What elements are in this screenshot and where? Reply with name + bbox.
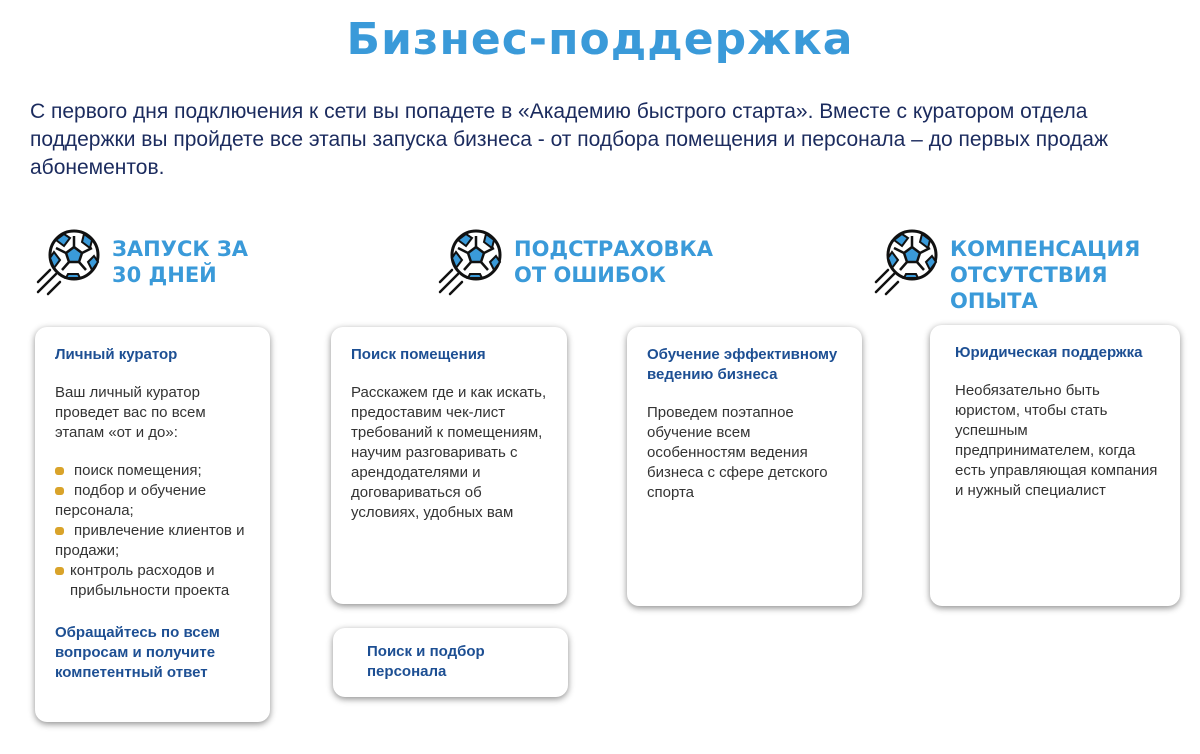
card-title: Личный куратор xyxy=(55,346,178,363)
bullet-icon xyxy=(55,487,64,495)
bullet-list xyxy=(55,461,250,601)
card-legal-support xyxy=(930,325,1180,606)
card-personal-curator xyxy=(35,327,270,722)
card-staff-search xyxy=(333,628,568,697)
bullet-icon xyxy=(55,527,64,535)
soccer-ball-icon xyxy=(34,228,102,298)
card-title: Поиск и подбор персонала xyxy=(367,643,485,680)
column-header-insurance xyxy=(436,228,713,298)
card-text: Ваш личный куратор проведет вас по всем этапам «от и до»: xyxy=(55,384,206,441)
card-text: Необязательно быть юристом, чтобы стать успешным предпринимателем, когда есть управляющая компания и нужный специалист xyxy=(955,382,1158,499)
card-footer: Обращайтесь по всем вопросам и получите компетентный ответ xyxy=(55,624,220,681)
soccer-ball-icon xyxy=(436,228,504,298)
bullet-icon xyxy=(55,467,64,475)
card-title: Юридическая поддержка xyxy=(955,344,1143,361)
card-text: Расскажем где и как искать, предоставим чек-лист требований к помещениям, научим разговаривать с арендодателями и договариваться об условиях, удобных вам xyxy=(351,384,547,521)
card-title: Обучение эффективному ведению бизнеса xyxy=(647,346,838,383)
column-heading: КОМПЕНСАЦИЯ ОТСУТСТВИЯ ОПЫТА xyxy=(950,237,1141,313)
column-header-experience xyxy=(872,228,1140,314)
page-title: Бизнес-поддержка xyxy=(346,14,854,65)
list-item: подбор и обучение персонала; xyxy=(55,482,207,519)
card-business-training xyxy=(627,327,862,606)
list-item: привлечение клиентов и продажи; xyxy=(55,522,245,559)
card-title: Поиск помещения xyxy=(351,346,486,363)
column-header-launch xyxy=(34,228,248,298)
soccer-ball-icon xyxy=(872,228,940,298)
bullet-icon xyxy=(55,567,64,575)
list-item: контроль расходов и прибыльности проекта xyxy=(55,561,250,601)
card-premises-search xyxy=(331,327,567,604)
card-text: Проведем поэтапное обучение всем особенностям ведения бизнеса с сфере детского спорта xyxy=(647,404,828,501)
intro-text: С первого дня подключения к сети вы попадете в «Академию быстрого старта». Вместе с куратором отдела поддержки вы пройдете все этапы запуска бизнеса - от подбора помещения и персонала – до первых продаж абонементов. xyxy=(30,100,1109,179)
column-heading: ЗАПУСК ЗА 30 ДНЕЙ xyxy=(112,237,248,287)
column-heading: ПОДСТРАХОВКА ОТ ОШИБОК xyxy=(514,237,713,287)
list-item: поиск помещения; xyxy=(55,461,250,481)
